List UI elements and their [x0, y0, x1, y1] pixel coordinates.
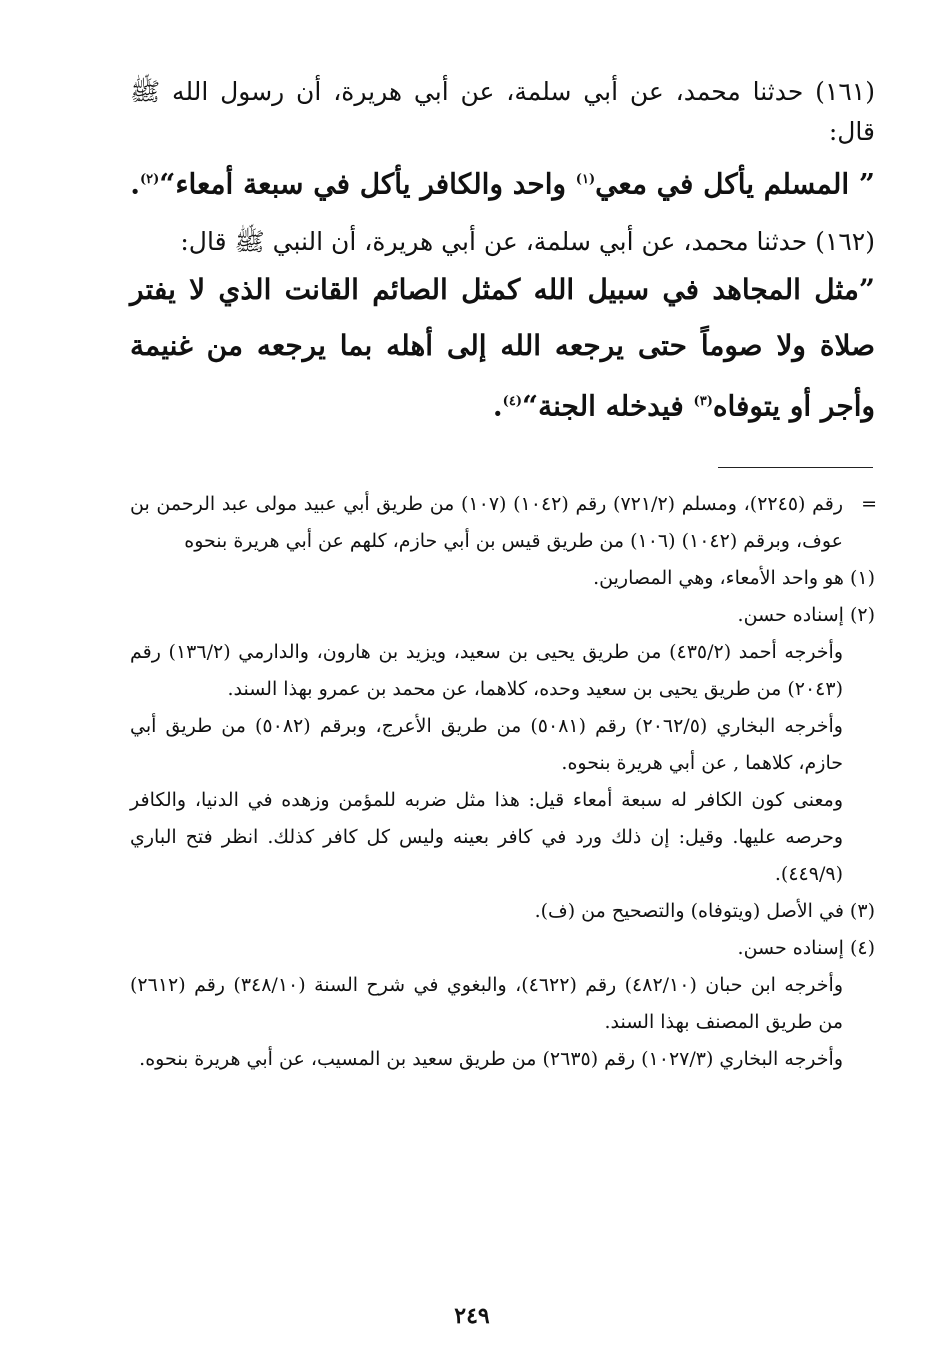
footnote-ref-1: (١)	[575, 172, 596, 187]
hadith-161-text-part2: واحد والكافر يأكل في سبعة أمعاء“	[159, 167, 576, 201]
footnote-3: (٣) في الأصل (ويتوفاه) والتصحيح من (ف).	[534, 900, 875, 922]
footnote-divider	[718, 467, 873, 468]
footnote-2-paragraph-b: وأخرجه البخاري (٢٠٦٢/٥) رقم (٥٠٨١) من طريق الأعرج، وبرقم (٥٠٨٢) من طريق أبي حازم، كلاهما , عن أبي هريرة بنحوه.	[130, 715, 843, 774]
footnote-4-paragraph-b: وأخرجه البخاري (١٠٢٧/٣) رقم (٢٦٣٥) من طريق سعيد بن المسيب، عن أبي هريرة بنحوه.	[139, 1048, 843, 1070]
hadith-161-text-part1: ” المسلم يأكل في معي	[595, 167, 875, 201]
hadith-161-text	[130, 152, 875, 212]
hadith-162-text-part1: ”مثل المجاهد في سبيل الله كمثل الصائم القانت الذي لا يفتر صلاة ولا صوماً حتى يرجعه الله إلى أهله بما يرجعه من غنيمة وأجر أو يتوفاه	[130, 273, 875, 423]
footnote-2-paragraph-c: ومعنى كون الكافر له سبعة أمعاء قيل: هذا مثل ضربه للمؤمن وزهده في الدنيا، والكافر وحرصه عليها. وقيل: إن ذلك ورد في كافر بعينه وليس كل كافر كذلك. انظر فتح الباري (٤٤٩/٩).	[130, 789, 843, 885]
hadith-162	[130, 222, 875, 434]
continuation-marker: =	[861, 493, 877, 515]
footnote-2: (٢) إسناده حسن.	[737, 604, 875, 626]
hadith-161-end: .	[130, 167, 140, 201]
hadith-161	[130, 72, 875, 212]
hadith-162-text	[130, 262, 875, 434]
footnote-1: (١) هو واحد الأمعاء، وهي المصارين.	[593, 567, 875, 589]
footnote-4-paragraph-a: وأخرجه ابن حبان (٤٨٢/١٠) رقم (٤٦٢٢)، والبغوي في شرح السنة (٣٤٨/١٠) رقم (٢٦١٢) من طريق المصنف بهذا السند.	[130, 974, 843, 1033]
page-number: ٢٤٩	[454, 1303, 490, 1329]
footnote-continuation	[130, 486, 875, 560]
hadith-162-header: (١٦٢) حدثنا محمد، عن أبي سلمة، عن أبي هريرة، أن النبي ﷺ قال:	[180, 227, 875, 257]
footnote-2-paragraph-a: وأخرجه أحمد (٤٣٥/٢) من طريق يحيى بن سعيد، ويزيد بن هارون، والدارمي (١٣٦/٢) رقم (٢٠٤٣) من طريق يحيى بن سعيد وحده، كلاهما، عن محمد بن عمرو بهذا السند.	[130, 641, 844, 700]
footnotes	[130, 486, 875, 1078]
hadith-161-header: (١٦١) حدثنا محمد، عن أبي سلمة، عن أبي هريرة، أن رسول الله ﷺ قال:	[130, 77, 875, 146]
footnote-ref-3: (٣)	[693, 394, 713, 410]
main-text	[130, 72, 875, 435]
footnote-ref-2: (٢)	[139, 172, 160, 187]
hadith-162-text-part2: فيدخله الجنة“	[521, 389, 694, 423]
footnote-ref-4: (٤)	[502, 394, 522, 410]
hadith-162-end: .	[492, 389, 503, 423]
continuation-text: رقم (٢٢٤٥)، ومسلم (٧٢١/٢) رقم (١٠٤٢) (١٠٧) من طريق أبي عبيد مولى عبد الرحمن بن عوف، وبرقم (١٠٤٢) (١٠٦) من طريق قيس بن أبي حازم، كلهم عن أبي هريرة بنحوه	[130, 493, 844, 552]
footnote-4: (٤) إسناده حسن.	[737, 937, 875, 959]
